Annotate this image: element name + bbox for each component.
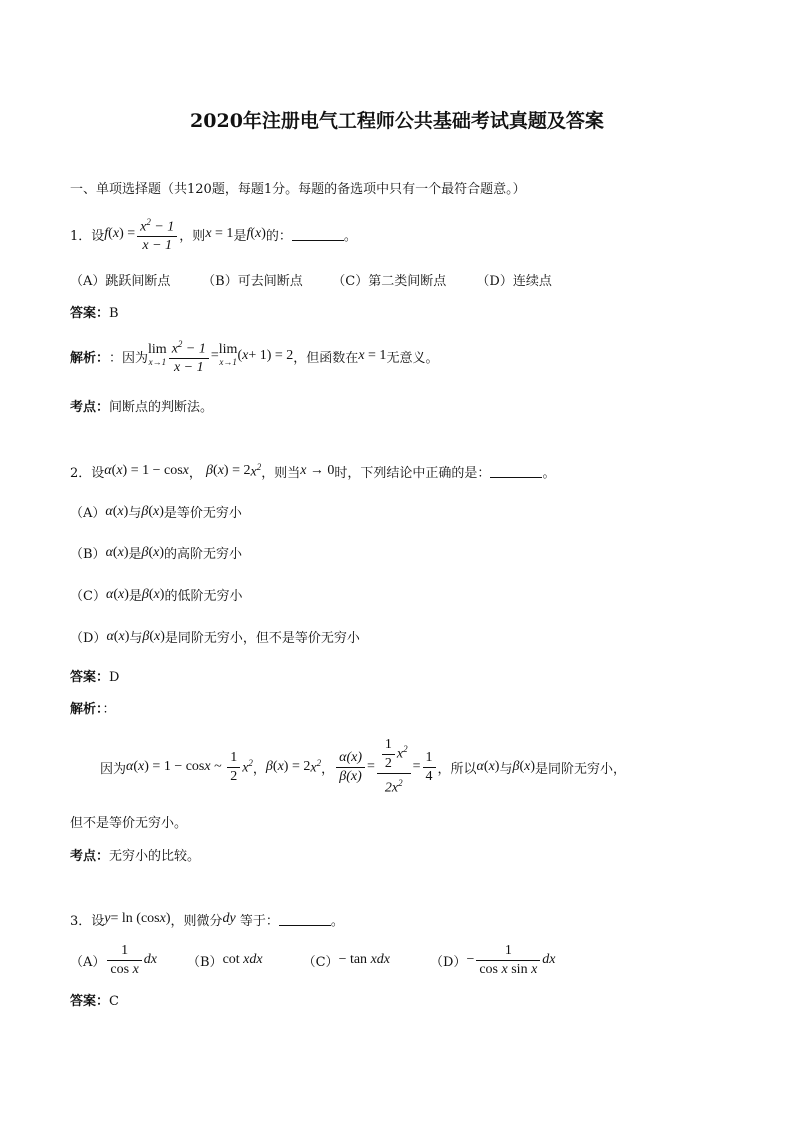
q2-analysis-head: ： [102, 702, 116, 717]
q2-option-b-rel: 是 [128, 547, 142, 562]
q2-option-c-rel: 是 [128, 589, 142, 604]
q2-option-b: （B） α ( x ) 是 β ( x ) 的高阶无穷小 [70, 544, 243, 562]
q3-answer-value: C [109, 994, 119, 1009]
q2-analysis-label [70, 698, 116, 717]
q2-blank [490, 465, 542, 478]
point-label: 考点： [70, 400, 110, 415]
q2-option-d: （D） α ( x ) 与 β ( x ) 是同阶无穷小，但不是等价无穷小 [70, 628, 360, 646]
q2-answer [70, 666, 119, 685]
q3-end: 。 [330, 913, 344, 929]
q2-so: ，所以 [437, 761, 477, 777]
q1-answer-value: B [109, 306, 119, 321]
q2-option-a-text: 是等价无穷小 [163, 506, 242, 521]
page-title: 2020年注册电气工程师公共基础考试真题及答案 [190, 110, 604, 132]
q2-number: 2．设 [70, 465, 105, 481]
q3-text-tail: 等于： [239, 913, 279, 929]
answer-label: 答案： [70, 670, 110, 685]
q2-point [70, 845, 200, 864]
q3-option-c-label: （C） [302, 954, 339, 970]
q1-answer [70, 302, 119, 321]
answer-label: 答案： [70, 306, 110, 321]
q2-option-d-text: 是同阶无穷小，但不是等价无穷小 [164, 631, 360, 646]
q1-fraction: $\frac{x^2 - 1}{x - 1}$ [137, 214, 177, 255]
q2-option-c-label: （C） [70, 589, 106, 604]
q2-option-b-text: 的高阶无穷小 [164, 547, 243, 562]
q1-analysis-end: 无意义。 [386, 350, 439, 366]
q3-answer [70, 990, 119, 1009]
q2-option-a-rel: 与 [128, 506, 142, 521]
q2-option-d-label: （D） [70, 631, 107, 646]
q2-and: 与 [499, 761, 513, 777]
q1-analysis-post: ，但函数在 [293, 350, 359, 366]
q1-point-value: 间断点的判断法。 [109, 400, 214, 415]
q1-option-c: （C）第二类间断点 [332, 274, 447, 289]
q2-sep: ， [188, 465, 202, 481]
lim-1: lim x→1 [148, 342, 167, 367]
nested-fraction: $\frac{1}{2}$ $x^2$ $2x^2$ [377, 737, 411, 797]
analysis-label: 解析： [70, 350, 110, 366]
q3-option-a: $\frac{1}{\text{cos x}}$ [107, 943, 141, 978]
q2-answer-value: D [109, 670, 120, 685]
point-label: 考点： [70, 849, 110, 864]
q2-because: 因为 [100, 761, 127, 777]
q2-analysis-formula: 因为 α ( x ) = 1 − cos x ~ $\frac{1}{2}$ $x^2$ ， β ( x ) = 2 $x^2$ ， $\frac{\alpha(x)}{\beta(x)}$ = $\frac{1}{2}$ $x^2$ $2x^2$ = $\frac{1}{4}$ ，所以 α ( x ) 与 β ( x ) 是同阶无穷小， [100, 737, 627, 796]
q1-end: 。 [343, 228, 357, 244]
q2-point-value: 无穷小的比较。 [109, 849, 201, 864]
analysis-label: 解析： [70, 702, 103, 717]
q3-text-mid: ，则微分 [170, 913, 223, 929]
q2-text-mid: ，则当 [261, 465, 301, 481]
q3-blank [279, 913, 331, 926]
question-1: 1．设 f ( x ) = $\frac{x^2 - 1}{x - 1}$ ，则 x = 1 是 f ( x ) 的： 。 [70, 214, 357, 254]
q3-option-d: $\frac{1}{\text{cos x sin x}}$ [476, 943, 540, 978]
q3-option-b-label: （B） [187, 954, 223, 970]
section-heading: 一、单项选择题（共120题，每题1分。每题的备选项中只有一个最符合题意。） [70, 182, 526, 197]
q1-analysis-pre: ：因为 [109, 350, 149, 366]
q1-point [70, 396, 213, 415]
q3-option-b: cot xdx [222, 952, 263, 967]
q1-options [70, 270, 552, 289]
q3-number: 3．设 [70, 913, 105, 929]
q3-option-c: − tan xdx [338, 952, 390, 967]
q1-formula: f [104, 226, 109, 241]
q2-conclusion: 是同阶无穷小， [535, 761, 627, 777]
q2-option-a-label: （A） [70, 506, 106, 521]
answer-label: 答案： [70, 994, 110, 1009]
q3-option-a-label: （A） [70, 954, 106, 970]
q1-option-b: （B）可去间断点 [202, 274, 303, 289]
q1-option-d: （D）连续点 [476, 274, 552, 289]
q1-text-tail: 的： [265, 228, 292, 244]
question-2: 2．设 α ( x ) = 1 − cos x ， β ( x ) = 2 $x^2$ ，则当 x → 0 时，下列结论中正确的是： 。 [70, 461, 556, 481]
q3-options: （A） $\frac{1}{\text{cos x}}$ dx （B） cot xdx （C） − tan xdx （D） − $\frac{1}{\text{cos x sin x}}$ dx [70, 942, 556, 977]
q1-blank [292, 228, 344, 241]
q2-end: 。 [542, 465, 556, 481]
lim-2: lim x→1 [218, 342, 238, 367]
q2-conclusion-2: 但不是等价无穷小。 [70, 816, 188, 831]
q1-text-mid: ，则 [179, 228, 206, 244]
q2-text-tail: 时，下列结论中正确的是： [334, 465, 491, 481]
q2-option-c: （C） α ( x ) 是 β ( x ) 的低阶无穷小 [70, 586, 243, 604]
q1-number: 1．设 [70, 228, 105, 244]
q1-analysis: 解析： ：因为 lim x→1 $\frac{x^2 - 1}{x - 1}$ = lim x→1 ( x + 1) = 2 ，但函数在 x = 1 无意义。 [70, 336, 438, 376]
q2-option-c-text: 的低阶无穷小 [164, 589, 243, 604]
q3-option-d-label: （D） [430, 954, 467, 970]
q2-option-d-rel: 与 [129, 631, 143, 646]
q2-option-b-label: （B） [70, 547, 106, 562]
q2-option-a: （A） α ( x ) 与 β ( x ) 是等价无穷小 [70, 503, 242, 521]
q1-option-a: （A）跳跃间断点 [70, 274, 171, 289]
question-3: 3．设 y = ln (cos x ) ，则微分 dy 等于： 。 [70, 911, 344, 929]
